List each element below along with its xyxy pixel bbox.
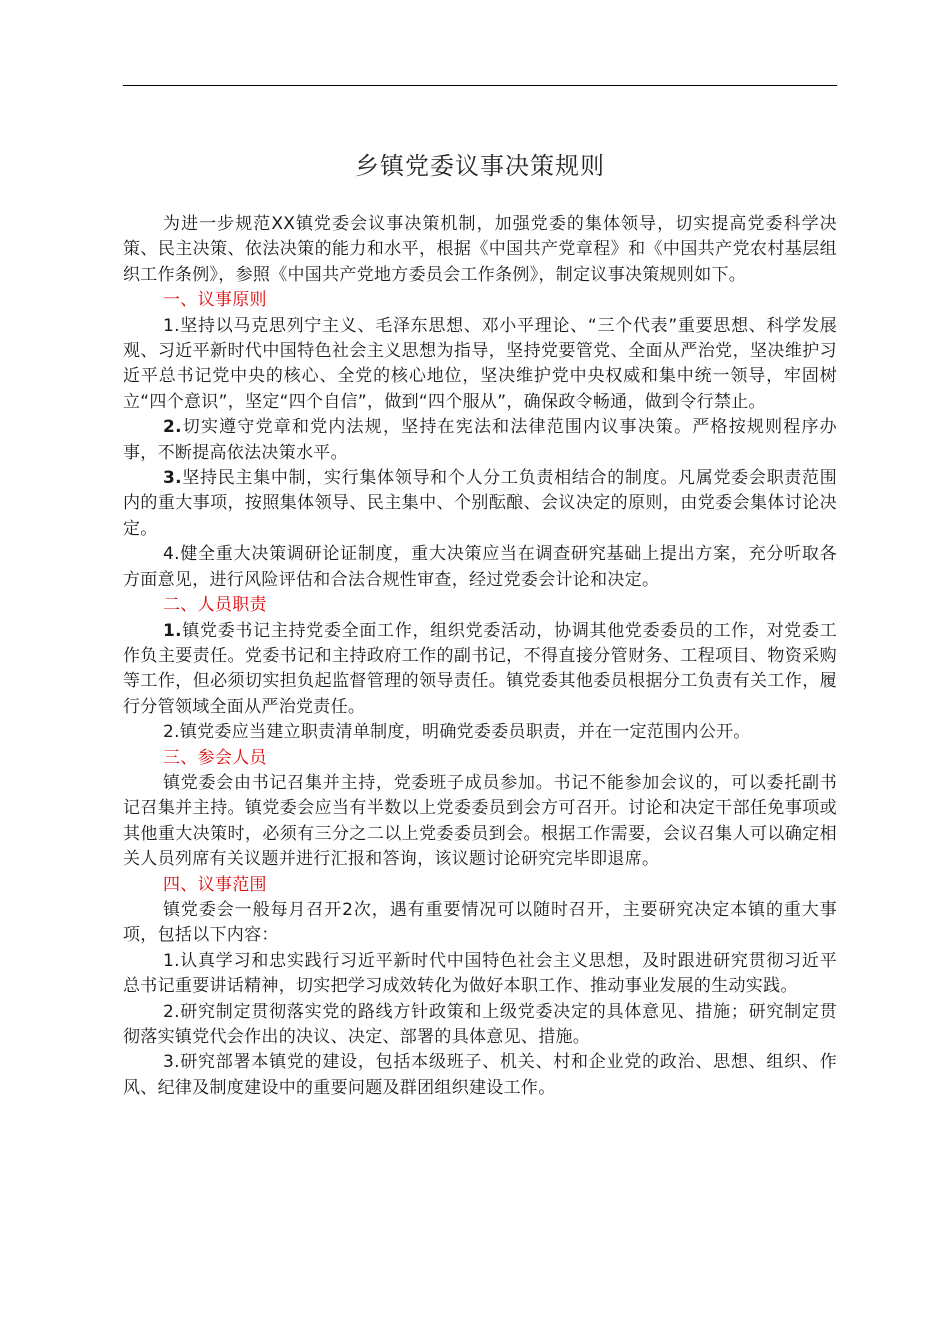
item-text: 健全重大决策调研论证制度，重大决策应当在调查研究基础上提出方案，充分听取各方面意见，进行风险评估和合法合规性审查，经过党委会计论和决定。 xyxy=(123,544,837,590)
item-number: 1. xyxy=(163,950,180,971)
attendees-paragraph: 镇党委会由书记召集并主持，党委班子成员参加。书记不能参加会议的，可以委托副书记召集并主持。镇党委会应当有半数以上党委委员到会方可召开。讨论和决定干部任免事项或其他重大决策时，必须有三分之二以上党委委员到会。根据工作需要，会议召集人可以确定相关人员列席有关议题并进行汇报和答询，该议题讨论研究完毕即退席。 xyxy=(123,772,837,870)
item-number: 2. xyxy=(163,722,180,743)
scope-intro: 镇党委会一般每月召开2次，遇有重要情况可以随时召开，主要研究决定本镇的重大事项，包括以下内容： xyxy=(123,899,837,946)
item-number: 1. xyxy=(163,620,182,641)
duty-2 xyxy=(123,720,837,745)
principle-3 xyxy=(123,466,837,542)
scope-2 xyxy=(123,1000,837,1051)
item-number: 3. xyxy=(163,1052,180,1073)
item-text: 镇党委书记主持党委全面工作，组织党委活动，协调其他党委委员的工作，对党委工作负主要责任。党委书记和主持政府工作的副书记，不得直接分管财务、工程项目、物资采购等工作，但必须切实担负起监督管理的领导责任。镇党委其他委员根据分工负责有关工作，履行分管领域全面从严治党责任。 xyxy=(123,620,837,717)
item-text: 切实遵守党章和党内法规，坚持在宪法和法律范围内议事决策。严格按规则程序办事，不断提高依法决策水平。 xyxy=(123,417,837,463)
item-text: 研究制定贯彻落实党的路线方针政策和上级党委决定的具体意见、措施；研究制定贯彻落实镇党代会作出的决议、决定、部署的具体意见、措施。 xyxy=(123,1001,837,1047)
intro-paragraph: 为进一步规范XX镇党委会议事决策机制，加强党委的集体领导，切实提高党委科学决策、民主决策、依法决策的能力和水平，根据《中国共产党章程》和《中国共产党农村基层组织工作条例》，参照《中国共产党地方委员会工作条例》，制定议事决策规则如下。 xyxy=(123,214,837,285)
item-text: 坚持民主集中制，实行集体领导和个人分工负责相结合的制度。凡属党委会职责范围内的重大事项，按照集体领导、民主集中、个别酝酿、会议决定的原则，由党委会集体讨论决定。 xyxy=(123,468,837,539)
item-number: 4. xyxy=(163,544,180,565)
duty-1 xyxy=(123,619,837,721)
principle-1 xyxy=(123,314,837,416)
scope-3 xyxy=(123,1050,837,1101)
item-number: 3. xyxy=(163,468,182,489)
principle-2 xyxy=(123,415,837,466)
principle-4 xyxy=(123,542,837,593)
scope-1 xyxy=(123,949,837,1000)
document-body xyxy=(123,212,837,1101)
section-heading-duties: 二、人员职责 xyxy=(163,595,267,616)
document-title: 乡镇党委议事决策规则 xyxy=(355,152,605,180)
section-heading-principles: 一、议事原则 xyxy=(163,290,267,311)
item-text: 研究部署本镇党的建设，包括本级班子、机关、村和企业党的政治、思想、组织、作风、纪律及制度建设中的重要问题及群团组织建设工作。 xyxy=(123,1052,837,1098)
section-heading-scope: 四、议事范围 xyxy=(163,874,267,895)
item-text: 镇党委应当建立职责清单制度，明确党委委员职责，并在一定范围内公开。 xyxy=(179,722,751,743)
item-text: 认真学习和忠实践行习近平新时代中国特色社会主义思想，及时跟进研究贯彻习近平总书记重要讲话精神，切实把学习成效转化为做好本职工作、推动事业发展的生动实践。 xyxy=(123,950,837,997)
item-text: 坚持以马克思列宁主义、毛泽东思想、邓小平理论、“三个代表”重要思想、科学发展观、习近平新时代中国特色社会主义思想为指导，坚持党要管党、全面从严治党，坚决维护习近平总书记党中央的核心、全党的核心地位，坚决维护党中央权威和集中统一领导，牢固树立“四个意识”，坚定“四个自信”，做到“四个服从”，确保政令畅通，做到令行禁止。 xyxy=(123,315,837,412)
item-number: 1. xyxy=(163,315,180,336)
section-heading-attendees: 三、参会人员 xyxy=(163,747,267,768)
header-rule xyxy=(123,85,837,86)
item-number: 2. xyxy=(163,417,182,438)
item-number: 2. xyxy=(163,1001,180,1022)
